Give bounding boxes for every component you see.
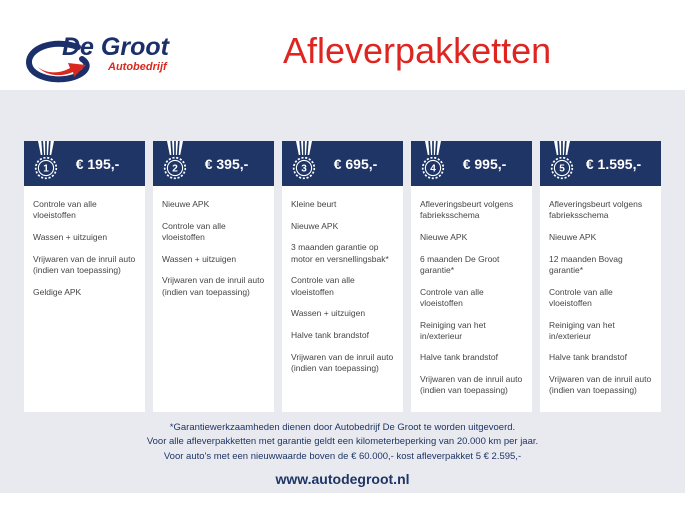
website-text: www.autodegroot.nl <box>275 471 410 488</box>
header-bar <box>0 0 685 90</box>
package-item: Afleveringsbeurt volgens fabrieksschema <box>420 199 514 221</box>
package-item: Nieuwe APK <box>162 199 210 209</box>
package-card-header <box>282 141 403 186</box>
package-item: Vrijwaren van de inruil auto (indien van toepassing) <box>291 351 394 373</box>
package-card <box>540 141 661 412</box>
package-card <box>153 141 274 412</box>
package-price: € 995,- <box>462 155 507 172</box>
package-item: Halve tank brandstof <box>420 352 498 363</box>
main-section <box>0 90 685 493</box>
package-item: Controle van alle vloeistoffen <box>291 275 355 297</box>
logo-name: De Groot <box>62 33 169 61</box>
footnote-line: Voor alle afleverpakketten met garantie geldt een kilometerbeperking van 20.000 km per jaar. <box>146 436 539 448</box>
medal-number: 2 <box>172 163 178 175</box>
medal-number: 5 <box>559 163 565 175</box>
package-card <box>411 141 532 412</box>
package-item: Halve tank brandstof <box>549 352 627 363</box>
footnote-line: *Garantiewerkzaamheden dienen door Autobedrijf De Groot te worden uitgevoerd. <box>169 422 516 433</box>
package-items <box>24 186 145 298</box>
package-item: 6 maanden De Groot garantie* <box>420 253 500 275</box>
bottom-strip <box>0 493 685 514</box>
package-item: Halve tank brandstof <box>291 330 369 341</box>
package-item: 3 maanden garantie op motor en versnellingsbak* <box>291 242 389 264</box>
medal-number: 1 <box>43 163 49 175</box>
package-item: Reiniging van het in/exterieur <box>420 319 486 341</box>
footnote-line: Voor auto's met een nieuwwaarde boven de € 60.000,- kost afleverpakket 5 € 2.595,- <box>163 450 522 462</box>
package-price: € 395,- <box>204 155 249 172</box>
page-title: Afleverpakketten <box>283 30 552 71</box>
package-items <box>540 186 661 397</box>
package-item: Wassen + uitzuigen <box>162 253 237 264</box>
medal-number: 3 <box>301 163 307 175</box>
logo-subtitle: Autobedrijf <box>108 61 167 73</box>
package-card <box>24 141 145 412</box>
package-price: € 695,- <box>333 155 378 172</box>
package-item: Kleine beurt <box>291 199 337 209</box>
package-item: Controle van alle vloeistoffen <box>162 220 226 242</box>
footnotes <box>24 421 661 464</box>
package-item: Controle van alle vloeistoffen <box>33 199 97 221</box>
package-item: Geldige APK <box>33 286 82 297</box>
package-item: Reiniging van het in/exterieur <box>549 319 615 341</box>
package-item: Controle van alle vloeistoffen <box>549 286 613 308</box>
medal-number: 4 <box>430 163 436 175</box>
degroot-logo <box>22 30 172 84</box>
package-item: 12 maanden Bovag garantie* <box>549 253 623 275</box>
package-item: Vrijwaren van de inruil auto (indien van toepassing) <box>33 253 136 275</box>
package-item: Nieuwe APK <box>420 231 468 242</box>
package-items <box>153 186 274 298</box>
package-card-header <box>411 141 532 186</box>
packages-row <box>24 141 661 412</box>
package-item: Vrijwaren van de inruil auto (indien van toepassing) <box>420 374 523 396</box>
package-card-header <box>24 141 145 186</box>
package-item: Afleveringsbeurt volgens fabrieksschema <box>549 199 643 221</box>
package-item: Nieuwe APK <box>291 220 339 231</box>
package-price: € 1.595,- <box>585 155 642 172</box>
package-item: Vrijwaren van de inruil auto (indien van toepassing) <box>162 275 265 297</box>
package-price: € 195,- <box>75 155 120 172</box>
package-items <box>411 186 532 397</box>
package-card-header <box>540 141 661 186</box>
package-item: Controle van alle vloeistoffen <box>420 286 484 308</box>
package-items <box>282 186 403 374</box>
package-card <box>282 141 403 412</box>
package-card-header <box>153 141 274 186</box>
package-item: Vrijwaren van de inruil auto (indien van toepassing) <box>549 374 652 396</box>
package-item: Wassen + uitzuigen <box>33 231 108 242</box>
package-item: Wassen + uitzuigen <box>291 308 366 319</box>
package-item: Nieuwe APK <box>549 231 597 242</box>
